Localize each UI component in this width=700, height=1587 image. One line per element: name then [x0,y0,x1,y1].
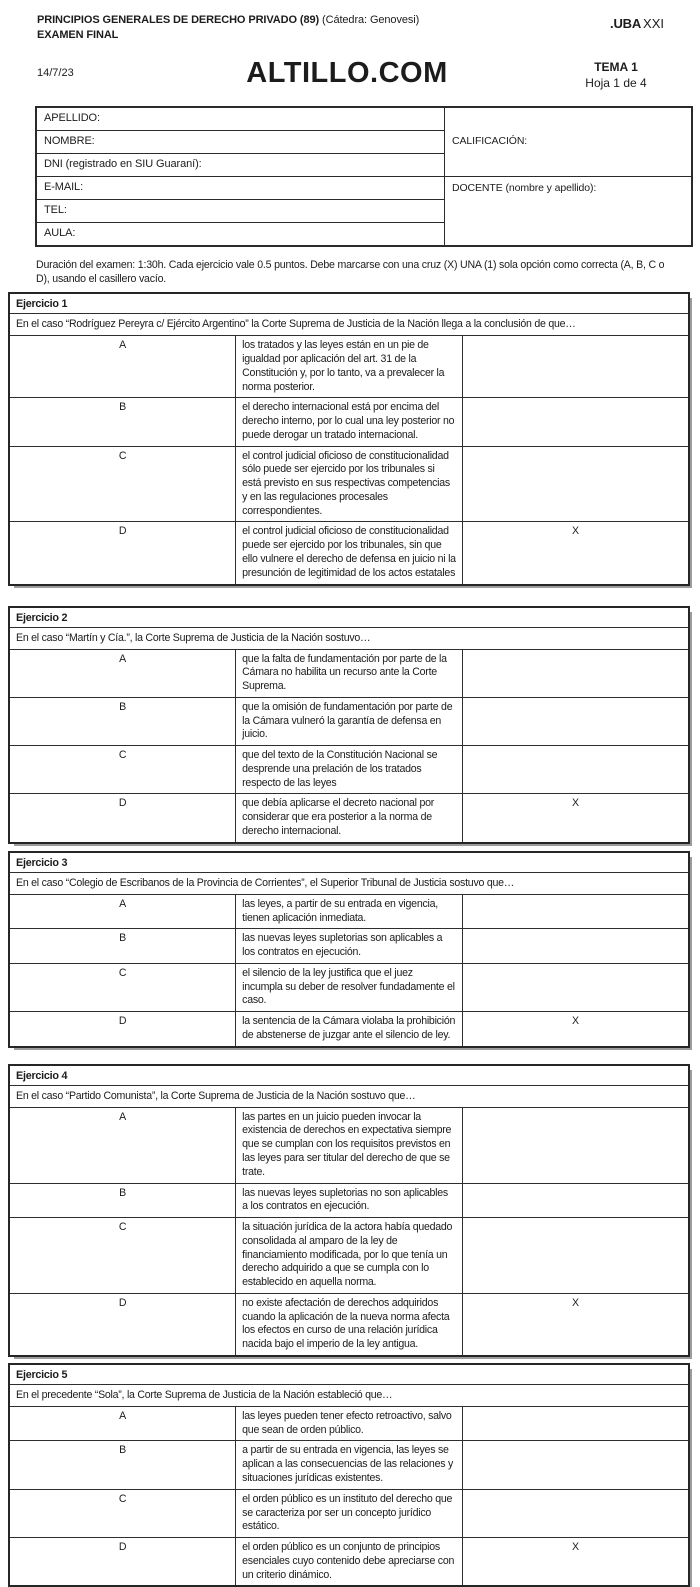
xxi-logo-text: XXI [643,16,664,31]
option-row [9,446,689,522]
exercise-4-table [8,1064,690,1357]
uba-xxi-logo [610,13,664,31]
option-row [9,522,689,585]
option-letter: B [9,1183,236,1218]
option-text: las nuevas leyes supletorias son aplicables a los contratos en ejecución. [236,929,463,964]
docente-field: DOCENTE (nombre y apellido): [445,177,693,247]
option-text: los tratados y las leyes están en un pie de igualdad por aplicación del art. 31 de la Constitución y, por lo tanto, va a prevalecer la norma posterior. [236,336,463,398]
email-field: E-MAIL: [36,177,445,200]
calificacion-field: CALIFICACIÓN: [445,107,693,177]
option-text: las leyes pueden tener efecto retroactivo, salvo que sean de orden público. [236,1406,463,1441]
hoja-label: Hoja 1 de 4 [585,75,647,90]
option-text: que la omisión de fundamentación por parte de la Cámara vulneró la garantía de defensa en juicio. [236,697,463,745]
form-row [36,107,692,131]
exercise-question: En el caso “Rodríguez Pereyra c/ Ejército Argentino” la Corte Suprema de Justicia de la Nación llega a la conclusión de que… [9,314,689,336]
course-title: PRINCIPIOS GENERALES DE DERECHO PRIVADO (89) [37,14,320,26]
option-text: no existe afectación de derechos adquiridos cuando la aplicación de la nueva norma afecta los efectos en curso de una relación jurídica nacida bajo el imperio de la ley antigua. [236,1293,463,1356]
option-text: el control judicial oficioso de constitucionalidad sólo puede ser ejercido por los tribunales si está previsto en sus respectivas competencias y en las regulaciones procesales correspondientes. [236,446,463,522]
option-letter: B [9,398,236,446]
answer-box: X [462,522,689,585]
exercise-question: En el caso “Martín y Cía.”, la Corte Suprema de Justicia de la Nación sostuvo… [9,627,689,649]
option-text: el silencio de la ley justifica que el juez incumpla su deber de resolver fundadamente el caso. [236,963,463,1011]
option-row [9,649,689,697]
exercise-question: En el caso “Colegio de Escribanos de la Provincia de Corrientes”, el Superior Tribunal de Justicia sostuvo que… [9,872,689,894]
exercise-question-row [9,627,689,649]
exercise-title-row [9,1364,689,1385]
option-text: que la falta de fundamentación por parte de la Cámara no habilita un recurso ante la Corte Suprema. [236,649,463,697]
answer-box [462,1441,689,1489]
answer-box [462,1406,689,1441]
option-row [9,1107,689,1183]
option-row [9,963,689,1011]
option-letter: C [9,446,236,522]
exercise-title: Ejercicio 5 [9,1364,689,1385]
answer-box [462,963,689,1011]
answer-box: X [462,1538,689,1587]
answer-box [462,746,689,794]
option-text: a partir de su entrada en vigencia, las leyes se aplican a las consecuencias de las relaciones y situaciones jurídicas existentes. [236,1441,463,1489]
option-letter: A [9,1406,236,1441]
exam-date: 14/7/23 [37,66,74,79]
option-text: las nuevas leyes supletorias no son aplicables a los contratos en ejecución. [236,1183,463,1218]
option-letter: D [9,794,236,843]
option-row [9,894,689,929]
option-text: el control judicial oficioso de constitucionalidad puede ser ejercido por los tribunales, sin que ello vulnere el derecho de defensa en juicio ni la presunción de legitimidad de los actos estatales [236,522,463,585]
option-text: las leyes, a partir de su entrada en vigencia, tienen aplicación inmediata. [236,894,463,929]
option-row [9,746,689,794]
option-letter: D [9,1538,236,1587]
answer-box [462,649,689,697]
exercise-title-row [9,607,689,628]
exercise-2-table [8,606,690,844]
option-text: que del texto de la Constitución Nacional se desprende una prelación de los tratados respecto de las leyes [236,746,463,794]
answer-box: X [462,1012,689,1047]
option-letter: C [9,963,236,1011]
exam-type: EXAMEN FINAL [37,28,119,41]
option-row [9,697,689,745]
answer-box [462,1107,689,1183]
exercise-title-row [9,852,689,873]
header-subrow [0,43,700,91]
answer-box [462,1489,689,1537]
exercise-question: En el caso “Partido Comunista”, la Corte Suprema de Justicia de la Nación sostuvo que… [9,1085,689,1107]
exercise-3-table [8,851,690,1048]
option-letter: C [9,746,236,794]
course-title-line [37,13,419,28]
student-info-table [35,106,693,247]
option-row [9,794,689,843]
option-row [9,1218,689,1294]
option-row [9,1293,689,1356]
option-row [9,1441,689,1489]
exercise-title: Ejercicio 2 [9,607,689,628]
exercise-5-table [8,1363,690,1587]
option-letter: D [9,1293,236,1356]
option-letter: A [9,894,236,929]
exercise-title-row [9,293,689,314]
dni-field: DNI (registrado en SIU Guaraní): [36,154,445,177]
option-letter: B [9,697,236,745]
exercise-question: En el precedente “Sola”, la Corte Suprema de Justicia de la Nación estableció que… [9,1384,689,1406]
option-letter: A [9,1107,236,1183]
option-row [9,1489,689,1537]
exam-instructions: Duración del examen: 1:30h. Cada ejercicio vale 0.5 puntos. Debe marcarse con una cruz (X) UNA (1) sola opción como correcta (A, B, C o D), usando el casillero vacío. [36,259,665,286]
exercise-title: Ejercicio 1 [9,293,689,314]
answer-box [462,1183,689,1218]
tema-label: TEMA 1 [594,59,638,74]
exercise-question-row [9,1384,689,1406]
option-letter: C [9,1218,236,1294]
option-text: el orden público es un conjunto de principios esenciales cuyo contenido debe apreciarse con un criterio dinámico. [236,1538,463,1587]
option-letter: D [9,1012,236,1047]
option-row [9,1183,689,1218]
exercise-question-row [9,872,689,894]
answer-box [462,446,689,522]
option-row [9,336,689,398]
option-letter: D [9,522,236,585]
option-text: la situación jurídica de la actora había quedado consolidada al amparo de la ley de financiamiento modificada, por lo que tenía un derecho adquirido a que se cumpla con lo establecido en aquella norma. [236,1218,463,1294]
nombre-field: NOMBRE: [36,131,445,154]
option-letter: B [9,929,236,964]
option-text: el orden público es un instituto del derecho que se caracteriza por ser un concepto jurídico estático. [236,1489,463,1537]
exercise-title: Ejercicio 4 [9,1065,689,1086]
course-heading [37,13,419,43]
answer-box: X [462,794,689,843]
form-row [36,177,692,200]
option-row [9,1012,689,1047]
header [0,0,700,43]
answer-box [462,1218,689,1294]
exercise-question-row [9,1085,689,1107]
course-catedra: (Cátedra: Genovesi) [322,14,420,26]
answer-box: X [462,1293,689,1356]
option-text: que debía aplicarse el decreto nacional por considerar que era posterior a la norma de derecho internacional. [236,794,463,843]
option-text: el derecho internacional está por encima del derecho interno, por lo cual una ley posterior no puede derogar un tratado internacional. [236,398,463,446]
option-text: las partes en un juicio pueden invocar la existencia de derechos en expectativa siempre que se cumplan con los requisitos previstos en las leyes para ser titular del derecho de que se trate. [236,1107,463,1183]
exercise-title-row [9,1065,689,1086]
answer-box [462,697,689,745]
tel-field: TEL: [36,200,445,223]
option-letter: A [9,336,236,398]
option-row [9,929,689,964]
exercise-question-row [9,314,689,336]
option-row [9,398,689,446]
answer-box [462,894,689,929]
altillo-watermark: ALTILLO.COM [246,56,448,89]
answer-box [462,336,689,398]
uba-logo-text: .UBA [610,16,642,31]
option-letter: B [9,1441,236,1489]
apellido-field: APELLIDO: [36,107,445,131]
option-text: la sentencia de la Cámara violaba la prohibición de abstenerse de juzgar ante el silencio de ley. [236,1012,463,1047]
exercise-1-table [8,292,690,585]
option-row [9,1538,689,1587]
answer-box [462,929,689,964]
answer-box [462,398,689,446]
option-letter: C [9,1489,236,1537]
tema-block [562,58,670,91]
aula-field: AULA: [36,223,445,247]
option-letter: A [9,649,236,697]
option-row [9,1406,689,1441]
exercise-title: Ejercicio 3 [9,852,689,873]
